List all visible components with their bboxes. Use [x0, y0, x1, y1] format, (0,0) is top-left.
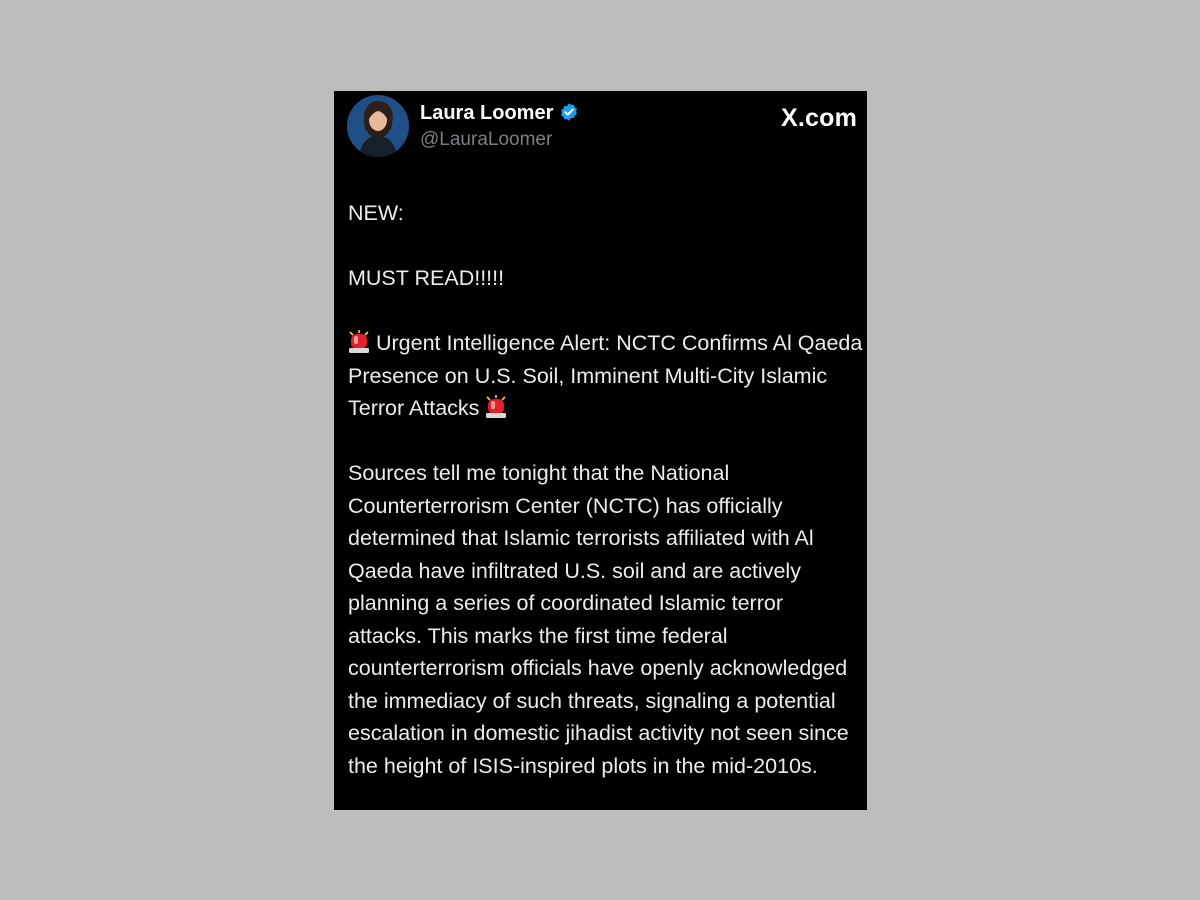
author-handle[interactable]: @LauraLoomer: [420, 129, 553, 150]
post-line-must-read: MUST READ!!!!!: [348, 266, 505, 290]
siren-icon: [348, 330, 370, 354]
avatar-portrait-icon: [347, 95, 409, 157]
post-card: [334, 91, 867, 810]
brand-label: X.com: [780, 104, 857, 132]
post-headline-text: Urgent Intelligence Alert: NCTC Confirms Al Qaeda Presence on U.S. Soil, Imminent Multi-City Islamic Terror Attacks: [348, 331, 863, 420]
post-header: [334, 91, 867, 161]
post-body-text: Sources tell me tonight that the National Counterterrorism Center (NCTC) has officially determined that Islamic terrorists affiliated with Al Qaeda have infiltrated U.S. soil and are actively planning a series of coordinated Islamic terror attacks. This marks the first time federal counterterrorism officials have openly acknowledged the immediacy of such threats, signaling a potential escalation in domestic jihadist activity not seen since the height of ISIS-inspired plots in the mid-2010s.: [348, 461, 849, 778]
post-headline: [348, 327, 863, 425]
siren-icon: [485, 395, 507, 419]
post-body: [348, 197, 863, 810]
avatar[interactable]: [347, 95, 409, 157]
author-name[interactable]: [420, 102, 579, 128]
post-line-new: NEW:: [348, 201, 404, 225]
verified-badge-icon: [559, 102, 579, 128]
author-name-text: Laura Loomer: [420, 102, 554, 124]
